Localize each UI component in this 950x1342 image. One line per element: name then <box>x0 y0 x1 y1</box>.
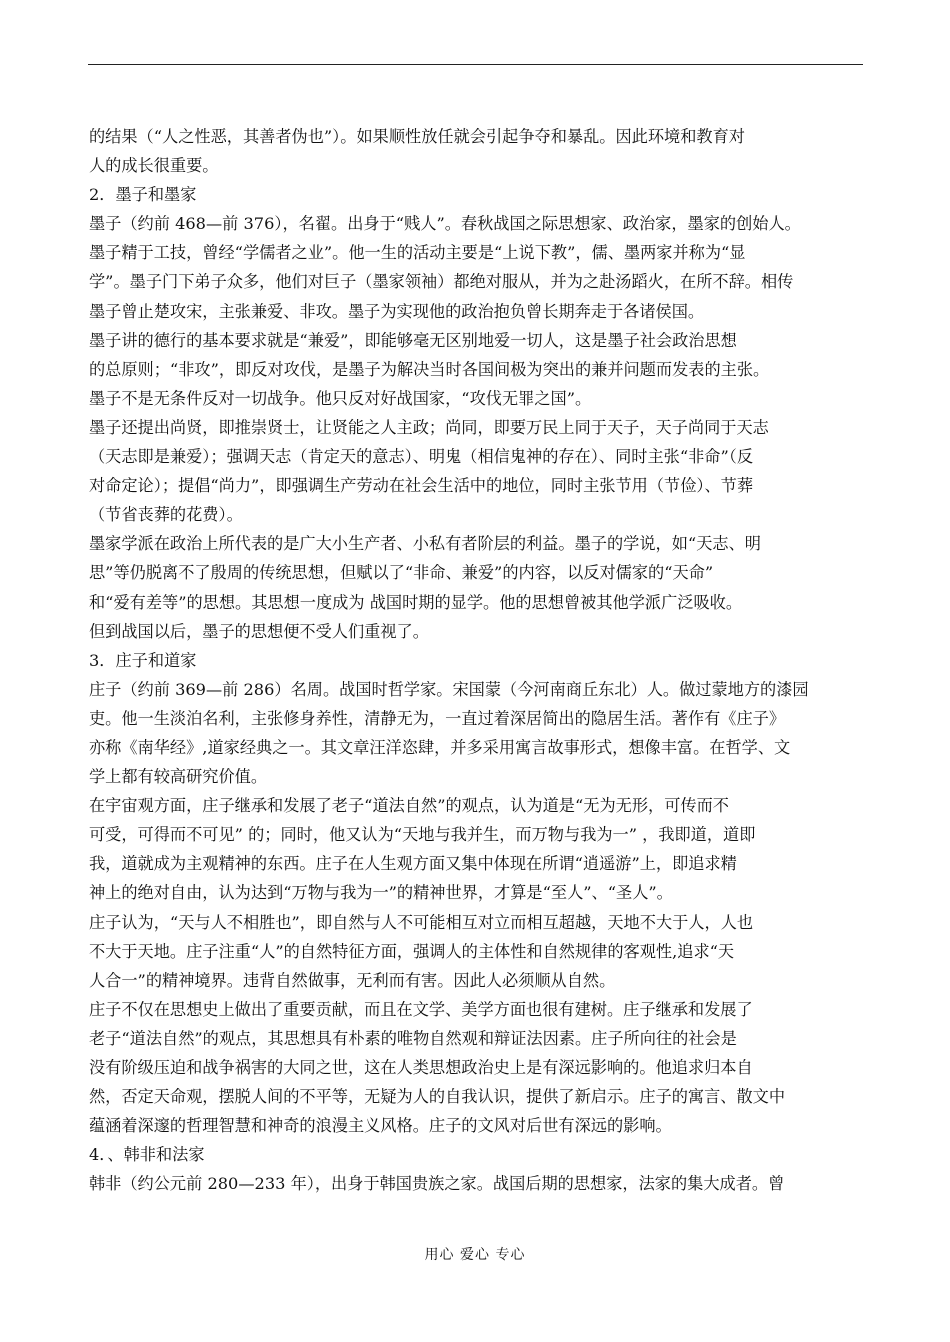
section-heading-zhuangzi: 3．庄子和道家 <box>89 650 197 670</box>
text-line: 墨子精于工技，曾经“学儒者之业”。他一生的活动主要是“上说下教”，儒、墨两家并称为“显 <box>89 243 746 263</box>
text-line: 思”等仍脱离不了殷周的传统思想，但赋以了“非命、兼爱”的内容，以反对儒家的“天命” <box>89 563 714 583</box>
page-footer: 用心 爱心 专心 <box>424 1247 526 1263</box>
text-line: 学”。墨子门下弟子众多，他们对巨子（墨家领袖）都绝对服从，并为之赴汤蹈火，在所不辞。相传 <box>89 272 794 292</box>
text-line: 庄子（约前 369—前 286）名周。战国时哲学家。宋国蒙（今河南商丘东北）人。做过蒙地方的漆园 <box>89 679 809 699</box>
text-line: 墨子讲的德行的基本要求就是“兼爱”，即能够毫无区别地爱一切人，这是墨子社会政治思想 <box>89 330 737 350</box>
text-line: 对命定论）；提倡“尚力”，即强调生产劳动在社会生活中的地位，同时主张节用（节俭）、节葬 <box>89 476 754 496</box>
text-line: 墨子曾止楚攻宋，主张兼爱、非攻。墨子为实现他的政治抱负曾长期奔走于各诸侯国。 <box>89 301 705 321</box>
text-line: 没有阶级压迫和战争祸害的大同之世，这在人类思想政治史上是有深远影响的。他追求归本自 <box>89 1058 753 1077</box>
text-line: 老子“道法自然”的观点，其思想具有朴素的唯物自然观和辩证法因素。庄子所向往的社会是 <box>89 1028 737 1048</box>
text-line: 可受，可得而不可见” 的；同时，他又认为“天地与我并生，而万物与我为一” ，我即道，道即 <box>89 825 756 845</box>
text-line: 的总原则；“非攻”，即反对攻伐，是墨子为解决当时各国间极为突出的兼并问题而发表的主张。 <box>89 359 770 379</box>
text-line: 但到战国以后，墨子的思想便不受人们重视了。 <box>89 621 429 641</box>
text-line: 庄子认为，“天与人不相胜也”，即自然与人不可能相互对立而相互超越，天地不大于人，人也 <box>89 912 754 932</box>
text-line: 人的成长很重要。 <box>89 156 219 176</box>
text-line: 亦称《南华经》,道家经典之一。其文章汪洋恣肆，并多采用寓言故事形式，想像丰富。在哲学、文 <box>89 737 791 757</box>
text-line: 墨子不是无条件反对一切战争。他只反对好战国家，“攻伐无罪之国”。 <box>89 388 592 408</box>
text-line: 韩非（约公元前 280—233 年），出身于韩国贵族之家。战国后期的思想家，法家的集大成者。曾 <box>89 1174 785 1194</box>
text-line: 蕴涵着深邃的哲理智慧和神奇的浪漫主义风格。庄子的文风对后世有深远的影响。 <box>89 1116 672 1136</box>
section-heading-mozi: 2．墨子和墨家 <box>89 185 197 205</box>
text-line: 在宇宙观方面，庄子继承和发展了老子“道法自然”的观点，认为道是“无为无形，可传而不 <box>89 796 729 816</box>
section-heading-hanfei: 4．、韩非和法家 <box>89 1145 205 1165</box>
text-line: 墨子（约前 468—前 376），名翟。出身于“贱人”。春秋战国之际思想家、政治家，墨家的创始人。 <box>89 214 801 234</box>
text-line: 和“爱有差等”的思想。其思想一度成为 战国时期的显学。他的思想曾被其他学派广泛吸收。 <box>89 592 743 612</box>
text-line: 庄子不仅在思想史上做出了重要贡献，而且在文学、美学方面也很有建树。庄子继承和发展了 <box>89 999 753 1019</box>
document-body <box>89 122 873 1198</box>
text-line: 的结果（“人之性恶，其善者伪也”）。如果顺性放任就会引起争夺和暴乱。因此环境和教育对 <box>89 127 745 146</box>
text-line: （节省丧葬的花费）。 <box>89 505 243 525</box>
text-line: 学上都有较高研究价值。 <box>89 767 268 787</box>
text-line: 然，否定天命观，摆脱人间的不平等，无疑为人的自我认识，提供了新启示。庄子的寓言、散文中 <box>89 1087 786 1107</box>
text-line: 墨子还提出尚贤，即推崇贤士，让贤能之人主政；尚同，即要万民上同于天子，天子尚同于天志 <box>89 417 769 437</box>
text-line: 我，道就成为主观精神的东西。庄子在人生观方面又集中体现在所谓“逍遥游”上，即追求精 <box>89 854 737 874</box>
text-line: （天志即是兼爱）；强调天志（肯定天的意志）、明鬼（相信鬼神的存在）、同时主张“非命”（反 <box>89 447 754 467</box>
text-line: 墨家学派在政治上所代表的是广大小生产者、小私有者阶层的利益。墨子的学说，如“天志、明 <box>89 534 761 554</box>
header-rule <box>88 64 863 65</box>
text-line: 吏。他一生淡泊名利，主张修身养性，清静无为，一直过着深居简出的隐居生活。著作有《庄子》 <box>89 708 786 728</box>
text-line: 人合一”的精神境界。违背自然做事，无利而有害。因此人必须顺从自然。 <box>89 970 616 990</box>
text-line: 不大于天地。庄子注重“人”的自然特征方面，强调人的主体性和自然规律的客观性,追求“天 <box>89 941 735 961</box>
text-line: 神上的绝对自由，认为达到“万物与我为一”的精神世界，才算是“至人”、“圣人”。 <box>89 883 673 903</box>
